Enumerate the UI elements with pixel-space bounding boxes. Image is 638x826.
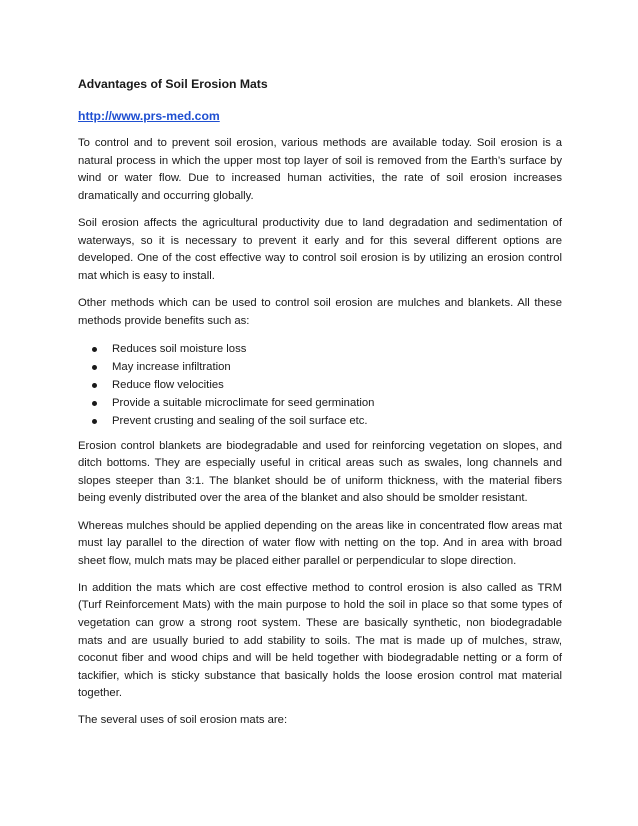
list-item [92,340,562,358]
document-title: Advantages of Soil Erosion Mats [78,77,268,91]
paragraph-blankets: Erosion control blankets are biodegradable and used for reinforcing vegetation on slopes, and ditch bottoms. They are especially useful in critical areas such as swales, long channels and slopes steeper than 3:1. The blanket should be of uniform thickness, with the material fibers being evenly distributed over the area of the blanket and also should be smolder resistant. [78,439,562,505]
list-item [92,412,562,430]
list-item-text: Reduces soil moisture loss [112,342,247,355]
list-item [92,394,562,412]
bullet-icon [92,365,97,370]
paragraph-intro: To control and to prevent soil erosion, various methods are available today. Soil erosion is a natural process in which the upper most top layer of soil is removed from the Earth’s surface by wind or water flow. Due to increased human activities, the rate of soil erosion increases dramatically and occurring globally. [78,137,562,202]
paragraph-agriculture: Soil erosion affects the agricultural productivity due to land degradation and sedimentation of waterways, so it is necessary to prevent it early and for this several different options are developed. One of the cost effective way to control soil erosion is by utilizing an erosion control mat which is easy to install. [78,217,562,282]
paragraph-other-methods: Other methods which can be used to control soil erosion are mulches and blankets. All these methods provide benefits such as: [78,296,562,327]
paragraph-mulches: Whereas mulches should be applied depending on the areas like in concentrated flow areas mat must lay parallel to the direction of water flow with netting on the top. And in area with broad sheet flow, mulch mats may be placed either parallel or perpendicular to slope direction. [78,519,562,567]
document-page [78,76,562,740]
bullet-icon [92,383,97,388]
list-item-text: Provide a suitable microclimate for seed germination [112,396,375,409]
list-item [92,376,562,394]
paragraph-trm: In addition the mats which are cost effective method to control erosion is also called as TRM (Turf Reinforcement Mats) with the main purpose to hold the soil in place so that some types of vegetation can grow a strong root system. These are basically synthetic, non biodegradable mats and are usually buried to add stability to soils. The mat is made up of mulches, straw, coconut fiber and wood chips and will be held together with biodegradable netting or a form of tackifier, which is sticky substance that basically holds the loose erosion control mat material together. [78,581,562,700]
list-item-text: Reduce flow velocities [112,378,224,391]
paragraph-uses-intro: The several uses of soil erosion mats are: [78,714,288,727]
bullet-icon [92,347,97,352]
website-link[interactable]: http://www.prs-med.com [78,108,220,123]
bullet-icon [92,419,97,424]
list-item [92,358,562,376]
list-item-text: Prevent crusting and sealing of the soil surface etc. [112,414,368,427]
list-item-text: May increase infiltration [112,360,231,373]
benefits-list [78,340,562,430]
bullet-icon [92,401,97,406]
